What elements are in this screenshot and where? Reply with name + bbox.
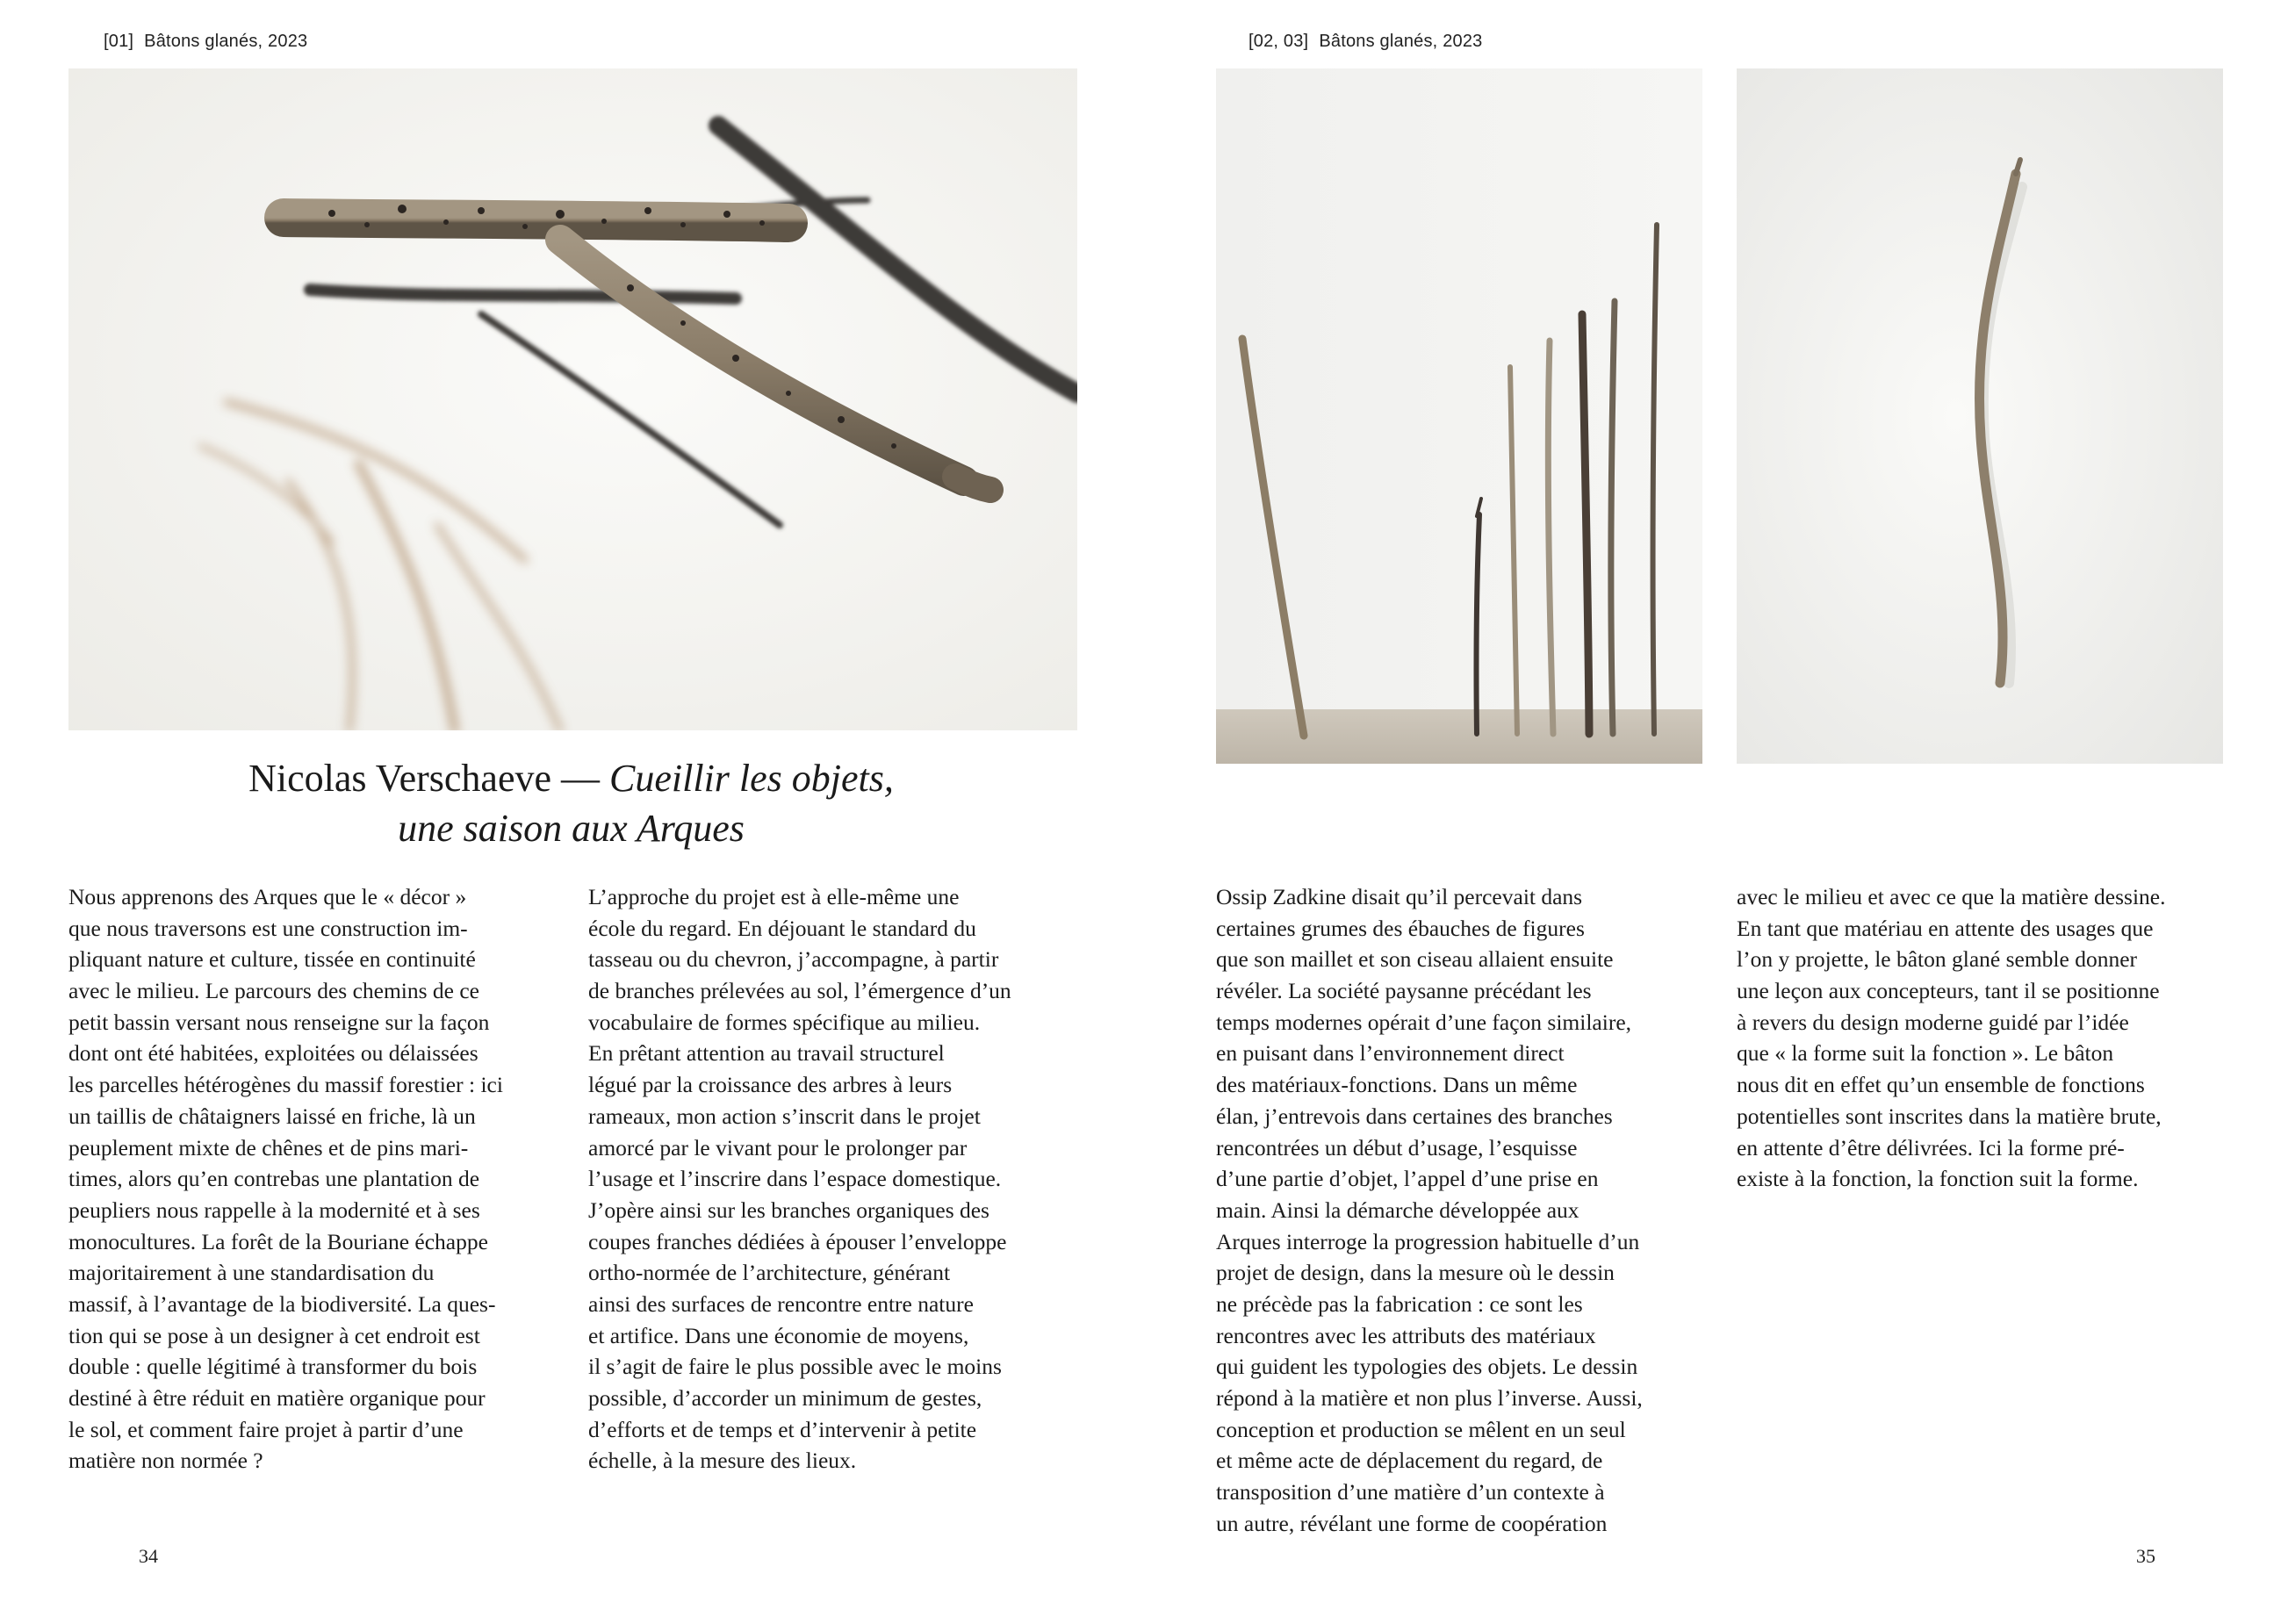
text-line: d’une partie d’objet, l’appel d’une prise en [1216, 1166, 1599, 1192]
text-line: dont ont été habitées, exploitées ou délaissées [68, 1040, 479, 1067]
text-column-4 [1737, 881, 2246, 1195]
photo-single-stick [1737, 68, 2223, 764]
text-line: temps modernes opérait d’une façon similaire, [1216, 1009, 1632, 1035]
text-line: école du regard. En déjouant le standard du [588, 915, 976, 941]
caption-text: Bâtons glanés, 2023 [1319, 32, 1483, 51]
text-line: potentielles sont inscrites dans la matière brute, [1737, 1103, 2162, 1129]
text-line: un taillis de châtaigners laissé en friche, là un [68, 1103, 476, 1129]
caption-right [1248, 32, 1483, 60]
page-number-right: 35 [2136, 1545, 2155, 1567]
text-line: rencontrées un début d’usage, l’esquisse [1216, 1134, 1578, 1161]
text-line: amorcé par le vivant pour le prolonger par [588, 1134, 968, 1161]
text-line: possible, d’accorder un minimum de gestes, [588, 1385, 982, 1411]
text-line: vocabulaire de formes spécifique au milieu. [588, 1009, 981, 1035]
text-line: monocultures. La forêt de la Bouriane échappe [68, 1228, 488, 1254]
text-line: élan, j’entrevois dans certaines des branches [1216, 1103, 1613, 1129]
text-line: peuplement mixte de chênes et de pins mari- [68, 1134, 469, 1161]
title-line-2: une saison aux Arques [398, 807, 745, 850]
text-line: matière non normée ? [68, 1448, 263, 1474]
title-author: Nicolas Verschaeve — [248, 757, 601, 800]
text-line: ortho-normée de l’architecture, générant [588, 1260, 951, 1286]
text-line: tasseau ou du chevron, j’accompagne, à partir [588, 946, 999, 973]
text-line: existe à la fonction, la fonction suit la forme. [1737, 1166, 2139, 1192]
text-line: majoritairement à une standardisation du [68, 1260, 435, 1286]
text-line: échelle, à la mesure des lieux. [588, 1448, 857, 1474]
text-line: ainsi des surfaces de rencontre entre nature [588, 1290, 974, 1317]
page-number-left: 34 [139, 1545, 158, 1567]
text-line: en puisant dans l’environnement direct [1216, 1040, 1565, 1067]
text-line: nous dit en effet qu’un ensemble de fonctions [1737, 1072, 2145, 1098]
text-line: et même acte de déplacement du regard, de [1216, 1448, 1603, 1474]
text-line: que son maillet et son ciseau allaient ensuite [1216, 946, 1614, 973]
text-line: ne précède pas la fabrication : ce sont les [1216, 1290, 1583, 1317]
text-column-3 [1216, 881, 1708, 1539]
caption-number: [01] [104, 32, 134, 51]
text-line: rameaux, mon action s’inscrit dans le projet [588, 1103, 981, 1129]
caption-text: Bâtons glanés, 2023 [144, 32, 308, 51]
text-line: avec le milieu. Le parcours des chemins de ce [68, 978, 480, 1004]
text-line: de branches prélevées au sol, l’émergence d’un [588, 978, 1011, 1004]
text-line: un autre, révélant une forme de coopération [1216, 1510, 1608, 1536]
text-line: times, alors qu’en contrebas une plantation de [68, 1166, 480, 1192]
text-line: répond à la matière et non plus l’inverse. Aussi, [1216, 1385, 1643, 1411]
text-line: conception et production se mêlent en un seul [1216, 1416, 1626, 1442]
text-line: rencontres avec les attributs des matériaux [1216, 1322, 1596, 1348]
text-line: main. Ainsi la démarche développée aux [1216, 1196, 1579, 1223]
photo-branch-closeup [68, 68, 1077, 730]
text-line: tion qui se pose à un designer à cet endroit est [68, 1322, 480, 1348]
text-line: peupliers nous rappelle à la modernité et à ses [68, 1196, 480, 1223]
text-line: que nous traversons est une construction im- [68, 915, 468, 941]
text-line: les parcelles hétérogènes du massif forestier : ici [68, 1072, 503, 1098]
text-column-2 [588, 881, 1080, 1477]
text-line: En prêtant attention au travail structurel [588, 1040, 945, 1067]
text-line: pliquant nature et culture, tissée en continuité [68, 946, 476, 973]
text-line: une leçon aux concepteurs, tant il se positionne [1737, 978, 2160, 1004]
article-title [68, 753, 1074, 853]
text-line: coupes franches dédiées à épouser l’enveloppe [588, 1228, 1007, 1254]
caption-number: [02, 03] [1248, 32, 1309, 51]
text-line: qui guident les typologies des objets. Le dessin [1216, 1354, 1638, 1380]
text-line: l’on y projette, le bâton glané semble donner [1737, 946, 2138, 973]
text-line: des matériaux-fonctions. Dans un même [1216, 1072, 1578, 1098]
text-line: d’efforts et de temps et d’intervenir à petite [588, 1416, 977, 1442]
text-line: avec le milieu et avec ce que la matière dessine. [1737, 884, 2166, 909]
text-line: massif, à l’avantage de la biodiversité. La ques- [68, 1290, 496, 1317]
sticks-against-wall-illustration [1216, 68, 1702, 764]
text-line: L’approche du projet est à elle-même une [588, 884, 960, 909]
title-line-1 [68, 753, 1074, 803]
text-line: en attente d’être délivrées. Ici la forme pré- [1737, 1134, 2125, 1161]
caption-left [104, 32, 307, 60]
text-column-1 [68, 881, 560, 1477]
text-line: Ossip Zadkine disait qu’il percevait dans [1216, 884, 1583, 909]
text-line: légué par la croissance des arbres à leurs [588, 1072, 953, 1098]
text-line: transposition d’une matière d’un contexte à [1216, 1479, 1605, 1505]
text-line: projet de design, dans la mesure où le dessin [1216, 1260, 1615, 1286]
branch-closeup-illustration [68, 68, 1077, 730]
photo-sticks-against-wall [1216, 68, 1702, 764]
text-line: destiné à être réduit en matière organique pour [68, 1385, 486, 1411]
text-line: révéler. La société paysanne précédant les [1216, 978, 1592, 1004]
text-line: double : quelle légitimé à transformer du bois [68, 1354, 478, 1380]
text-line: J’opère ainsi sur les branches organiques des [588, 1196, 989, 1223]
text-line: petit bassin versant nous renseigne sur la façon [68, 1009, 490, 1035]
single-stick-illustration [1737, 68, 2223, 764]
text-line: il s’agit de faire le plus possible avec le moins [588, 1354, 1002, 1380]
text-line: et artifice. Dans une économie de moyens, [588, 1322, 969, 1348]
text-line: le sol, et comment faire projet à partir d’une [68, 1416, 464, 1442]
text-line: l’usage et l’inscrire dans l’espace domestique. [588, 1166, 1002, 1192]
text-line: Nous apprenons des Arques que le « décor » [68, 884, 467, 909]
text-line: que « la forme suit la fonction ». Le bâton [1737, 1040, 2114, 1067]
text-line: Arques interroge la progression habituelle d’un [1216, 1228, 1640, 1254]
title-italic-1: Cueillir les objets, [609, 757, 894, 800]
text-line: à revers du design moderne guidé par l’idée [1737, 1009, 2129, 1035]
text-line: En tant que matériau en attente des usages que [1737, 915, 2154, 941]
text-line: certaines grumes des ébauches de figures [1216, 915, 1585, 941]
